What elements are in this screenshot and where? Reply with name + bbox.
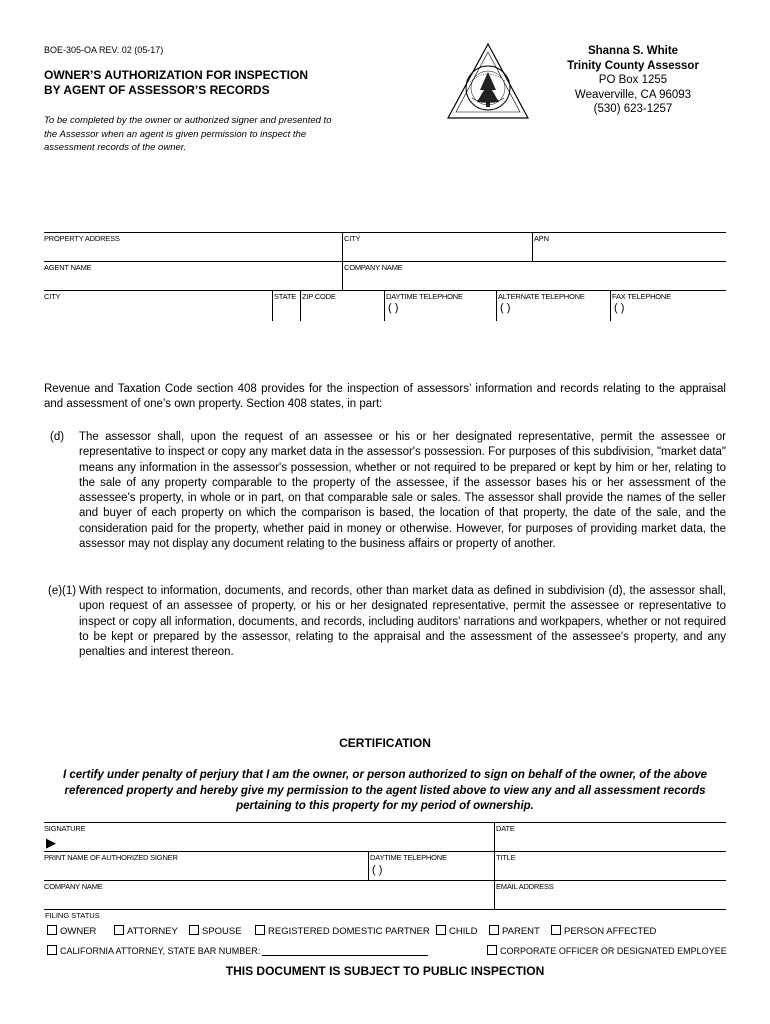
company-name-label: COMPANY NAME xyxy=(344,263,403,272)
subdivision-d-text: The assessor shall, upon the request of an assessee or his or her designated representative, permit the assessee or representative to inspect or copy any market data in the assessor's possession. For purposes of this subdivision, "market data" means any information in the assessor's possession, whether or not required to be prepared or kept by him or her, relating to the sale of any property comparable to the property of the assessee, if the assessor bases his or her assessment of the assessee's property, in whole or in part, on that comparable sale or sales. The assessor shall provide the names of the seller and buyer of each property on which the comparison is based, the location of that property, the date of the sale, and the consideration paid for the property, whether paid in money or otherwise. However, for purposes of providing market data, the assessor may not display any document relating to the business affairs or property of another. xyxy=(79,431,726,551)
statute-subdivision-e xyxy=(44,584,726,660)
agent-name-label: AGENT NAME xyxy=(44,263,92,272)
form-title-line1: OWNER’S AUTHORIZATION FOR INSPECTION xyxy=(44,68,308,82)
email-label: EMAIL ADDRESS xyxy=(496,882,554,891)
signature-field[interactable] xyxy=(44,822,494,851)
filing-status-label: FILING STATUS xyxy=(45,911,100,920)
property-city-label: CITY xyxy=(344,234,361,243)
fax-telephone-field[interactable] xyxy=(610,290,726,321)
alternate-telephone-parens: ( ) xyxy=(500,302,511,314)
signature-arrow-icon: ▶ xyxy=(46,835,56,850)
zip-code-label: ZIP CODE xyxy=(302,292,336,301)
fax-telephone-parens: ( ) xyxy=(614,302,625,314)
filing-parent[interactable] xyxy=(489,925,540,937)
property-city-field[interactable] xyxy=(342,232,532,261)
owner-label: OWNER xyxy=(60,926,97,937)
zip-code-field[interactable] xyxy=(300,290,384,321)
print-name-field[interactable] xyxy=(44,851,368,880)
spouse-checkbox[interactable] xyxy=(189,925,199,935)
filing-corporate-officer[interactable] xyxy=(487,945,727,956)
child-label: CHILD xyxy=(449,926,478,937)
assessor-po-box: PO Box 1255 xyxy=(598,74,668,86)
agent-city-label: CITY xyxy=(44,292,61,301)
state-field[interactable] xyxy=(272,290,300,321)
alternate-telephone-label: ALTERNATE TELEPHONE xyxy=(498,292,585,301)
form-title xyxy=(44,68,344,98)
parent-checkbox[interactable] xyxy=(489,925,499,935)
daytime-telephone-parens: ( ) xyxy=(388,302,399,314)
subdivision-d-marker: (d) xyxy=(50,431,65,443)
filing-owner[interactable] xyxy=(47,925,96,937)
title-field[interactable] xyxy=(494,851,726,880)
parent-label: PARENT xyxy=(502,926,540,937)
filing-person-affected[interactable] xyxy=(551,925,656,937)
attorney-label: ATTORNEY xyxy=(127,926,178,937)
ca-attorney-checkbox[interactable] xyxy=(47,945,57,955)
fax-telephone-label: FAX TELEPHONE xyxy=(612,292,671,301)
date-field[interactable] xyxy=(494,822,726,851)
subdivision-e-marker: (e)(1) xyxy=(48,585,77,597)
email-field[interactable] xyxy=(494,880,726,909)
signer-company-field[interactable] xyxy=(44,880,494,909)
certification-text: I certify under penalty of perjury that I am the owner, or person authorized to sign on behalf of the owner, of the above referenced property and hereby give my permission to the agent listed above to view any and all assessment records pertaining to this property for my period of ownership. xyxy=(62,769,708,812)
state-label: STATE xyxy=(274,292,297,301)
date-label: DATE xyxy=(496,824,515,833)
assessor-phone: (530) 623-1257 xyxy=(593,103,673,115)
form-code: BOE-305-OA REV. 02 (05-17) xyxy=(44,45,164,55)
filing-rdp[interactable] xyxy=(255,925,430,937)
agent-name-field[interactable] xyxy=(44,261,342,290)
form-title-line2: BY AGENT OF ASSESSOR’S RECORDS xyxy=(44,83,270,97)
filing-attorney[interactable] xyxy=(114,925,178,937)
child-checkbox[interactable] xyxy=(436,925,446,935)
statute-subdivision-d xyxy=(44,430,726,552)
certification-heading: CERTIFICATION xyxy=(339,736,431,750)
statute-intro: Revenue and Taxation Code section 408 provides for the inspection of assessors’ information and records relating to the appraisal and assessment of one’s own property. Section 408 states, in part: xyxy=(44,383,726,411)
assessor-city: Weaverville, CA 96093 xyxy=(574,88,692,101)
rdp-label: REGISTERED DOMESTIC PARTNER xyxy=(268,926,430,937)
corporate-officer-label: CORPORATE OFFICER OR DESIGNATED EMPLOYEE xyxy=(500,946,727,956)
signer-company-label: COMPANY NAME xyxy=(44,882,103,891)
public-inspection-notice: THIS DOCUMENT IS SUBJECT TO PUBLIC INSPECTION xyxy=(225,964,545,978)
attorney-checkbox[interactable] xyxy=(114,925,124,935)
form-instructions: To be completed by the owner or authorized signer and presented to the Assessor when an agent is given permission to inspect the assessment records of the owner. xyxy=(44,115,332,153)
apn-field[interactable] xyxy=(532,232,726,261)
daytime-telephone-field[interactable] xyxy=(384,290,496,321)
apn-label: APN xyxy=(534,234,549,243)
signer-telephone-label: DAYTIME TELEPHONE xyxy=(370,853,447,862)
spouse-label: SPOUSE xyxy=(202,926,242,937)
person-affected-checkbox[interactable] xyxy=(551,925,561,935)
signature-label: SIGNATURE xyxy=(44,824,86,833)
subdivision-e-text: With respect to information, documents, and records, other than market data as defined in subdivision (d), the assessor shall, upon request of an assessee of property, or his or her designated representative, permit the assessee or representative to inspect or copy all information, documents, and records, including auditors' narrations and workpapers, whether or not required to be kept or prepared by the assessor, relating to the appraisal and the assessment of the assessee's property, and any penalties and interest thereon. xyxy=(79,585,726,659)
county-seal-logo xyxy=(446,42,530,122)
state-bar-number-line[interactable] xyxy=(262,955,428,956)
filing-divider xyxy=(44,909,726,910)
signer-telephone-field[interactable] xyxy=(368,851,494,880)
agent-city-field[interactable] xyxy=(44,290,272,321)
company-name-field[interactable] xyxy=(342,261,726,290)
alternate-telephone-field[interactable] xyxy=(496,290,610,321)
owner-checkbox[interactable] xyxy=(47,925,57,935)
filing-spouse[interactable] xyxy=(189,925,242,937)
assessor-office: Trinity County Assessor xyxy=(567,59,699,72)
signer-telephone-parens: ( ) xyxy=(372,864,383,876)
daytime-telephone-label: DAYTIME TELEPHONE xyxy=(386,292,463,301)
title-label: TITLE xyxy=(496,853,516,862)
ca-attorney-label: CALIFORNIA ATTORNEY, STATE BAR NUMBER: xyxy=(60,946,261,956)
print-name-label: PRINT NAME OF AUTHORIZED SIGNER xyxy=(44,853,178,862)
corporate-officer-checkbox[interactable] xyxy=(487,945,497,955)
property-address-label: PROPERTY ADDRESS xyxy=(44,234,120,243)
person-affected-label: PERSON AFFECTED xyxy=(564,926,657,937)
assessor-contact xyxy=(540,44,726,117)
filing-child[interactable] xyxy=(436,925,478,937)
property-address-field[interactable] xyxy=(44,232,342,261)
rdp-checkbox[interactable] xyxy=(255,925,265,935)
assessor-name: Shanna S. White xyxy=(587,45,679,57)
filing-ca-attorney[interactable] xyxy=(47,945,260,956)
